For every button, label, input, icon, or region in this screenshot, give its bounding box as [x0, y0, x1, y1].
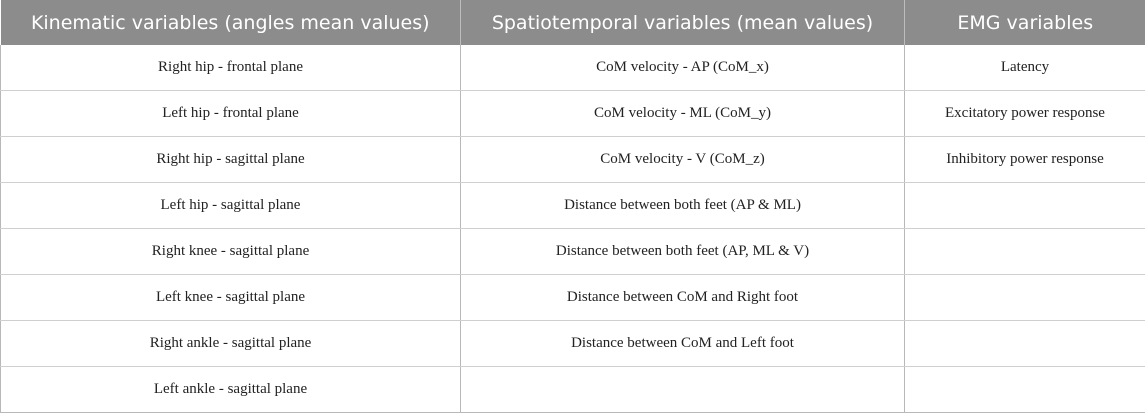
table-row [1, 229, 1145, 275]
cell-spatiotemporal: CoM velocity - ML (CoM_y) [461, 91, 905, 137]
cell-emg [905, 229, 1145, 275]
cell-spatiotemporal: Distance between both feet (AP, ML & V) [461, 229, 905, 275]
header-row [1, 0, 1145, 45]
cell-kinematic: Right hip - sagittal plane [1, 137, 461, 183]
header-spatiotemporal: Spatiotemporal variables (mean values) [461, 0, 905, 45]
cell-kinematic: Right ankle - sagittal plane [1, 321, 461, 367]
cell-spatiotemporal: Distance between both feet (AP & ML) [461, 183, 905, 229]
cell-kinematic: Right knee - sagittal plane [1, 229, 461, 275]
cell-emg [905, 183, 1145, 229]
cell-spatiotemporal: CoM velocity - V (CoM_z) [461, 137, 905, 183]
cell-emg [905, 321, 1145, 367]
table-row [1, 321, 1145, 367]
cell-emg: Inhibitory power response [905, 137, 1145, 183]
cell-kinematic: Right hip - frontal plane [1, 45, 461, 91]
table-row [1, 183, 1145, 229]
cell-emg: Excitatory power response [905, 91, 1145, 137]
table-row [1, 45, 1145, 91]
table-row [1, 137, 1145, 183]
cell-kinematic: Left ankle - sagittal plane [1, 367, 461, 413]
cell-emg: Latency [905, 45, 1145, 91]
table-row [1, 275, 1145, 321]
cell-spatiotemporal: CoM velocity - AP (CoM_x) [461, 45, 905, 91]
cell-spatiotemporal [461, 367, 905, 413]
header-emg: EMG variables [905, 0, 1145, 45]
cell-spatiotemporal: Distance between CoM and Left foot [461, 321, 905, 367]
table-header [1, 0, 1145, 45]
cell-kinematic: Left knee - sagittal plane [1, 275, 461, 321]
cell-emg [905, 275, 1145, 321]
cell-emg [905, 367, 1145, 413]
table-body [1, 45, 1145, 413]
cell-kinematic: Left hip - frontal plane [1, 91, 461, 137]
header-kinematic: Kinematic variables (angles mean values) [1, 0, 461, 45]
table-row [1, 91, 1145, 137]
cell-spatiotemporal: Distance between CoM and Right foot [461, 275, 905, 321]
cell-kinematic: Left hip - sagittal plane [1, 183, 461, 229]
table-row [1, 367, 1145, 413]
